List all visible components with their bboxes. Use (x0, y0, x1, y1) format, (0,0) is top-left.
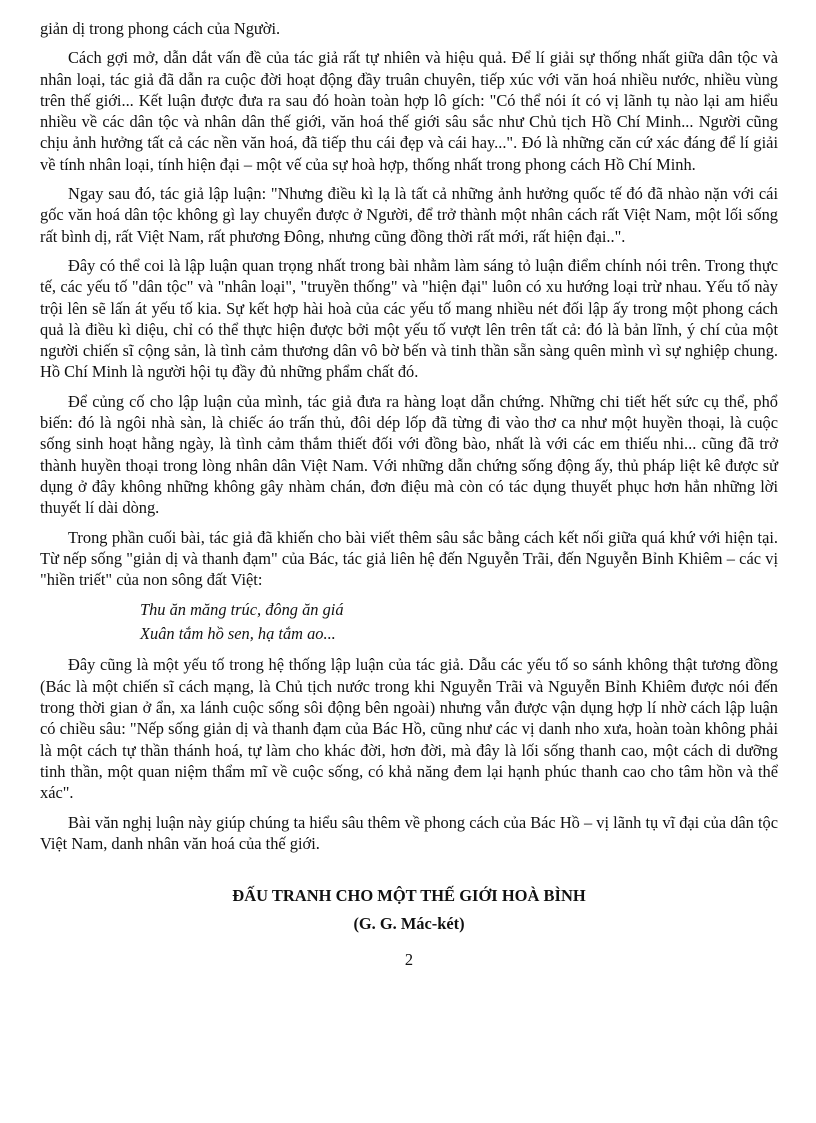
paragraph-7: Bài văn nghị luận này giúp chúng ta hiểu sâu thêm về phong cách của Bác Hồ – vị lãnh tụ vĩ đại của dân tộc Việt Nam, danh nhân văn hoá của thế giới. (40, 812, 778, 853)
section-title: ĐẤU TRANH CHO MỘT THẾ GIỚI HOÀ BÌNH (232, 886, 586, 906)
poem-quote (140, 598, 778, 646)
paragraph-continuation: giản dị trong phong cách của Người. (40, 19, 281, 38)
paragraph-2: Ngay sau đó, tác giả lập luận: "Nhưng điều kì lạ là tất cả những ảnh hưởng quốc tế đó đã nhào nặn với cái gốc văn hoá dân tộc không gì lay chuyển được ở Người, để trở thành một nhân cách rất Việt Nam, một lối sống rất bình dị, rất Việt Nam, rất phương Đông, nhưng cũng đồng thời rất mới, rất hiện đại..". (40, 184, 778, 246)
paragraph-1: Cách gợi mở, dẫn dắt vấn đề của tác giả rất tự nhiên và hiệu quả. Để lí giải sự thống nhất giữa dân tộc và nhân loại, tác giả đã dẫn ra cuộc đời hoạt động đầy truân chuyên, tiếp xúc với văn hoá nhiều nước, nhiều vùng trên thế giới... Kết luận được đưa ra sau đó hoàn toàn hợp lô gích: "Có thể nói ít có vị lãnh tụ nào lại am hiểu nhiều về các dân tộc và nhân dân thế giới, văn hoá thế giới sâu sắc như Chủ tịch Hồ Chí Minh... Người cũng chịu ảnh hưởng tất cả các nền văn hoá, đã tiếp thu cái đẹp và cái hay...". Đó là những căn cứ xác đáng để lí giải về tính nhân loại, tính hiện đại – một vế của sự hoà hợp, thống nhất trong phong cách Hồ Chí Minh. (40, 48, 778, 174)
poem-line-2: Xuân tắm hồ sen, hạ tắm ao... (140, 624, 336, 644)
paragraph-3: Đây có thể coi là lập luận quan trọng nhất trong bài nhằm làm sáng tỏ luận điểm chính nói trên. Trong thực tế, các yếu tố "dân tộc" và "nhân loại", "truyền thống" và "hiện đại" luôn có xu hướng loại trừ nhau. Yếu tố này trội lên sẽ lấn át yếu tố kia. Sự kết hợp hài hoà của các yếu tố mang nhiều nét đối lập ấy trong một phong cách quả là điều kì diệu, chỉ có thể thực hiện được bởi một yếu tố vượt lên trên tất cả: đó là bản lĩnh, ý chí của một người chiến sĩ cộng sản, là tình cảm thương dân vô bờ bến và tinh thần sẵn sàng quên mình vì sự nghiệp chung. Hồ Chí Minh là người hội tụ đầy đủ những phẩm chất đó. (40, 255, 778, 382)
paragraph-5: Trong phần cuối bài, tác giả đã khiến cho bài viết thêm sâu sắc bằng cách kết nối giữa quá khứ với hiện tại. Từ nếp sống "giản dị và thanh đạm" của Bác, tác giả liên hệ đến Nguyễn Trãi, đến Nguyễn Bỉnh Khiêm – các vị "hiền triết" của non sông đất Việt: (40, 527, 778, 590)
paragraph-4: Để củng cố cho lập luận của mình, tác giả đưa ra hàng loạt dẫn chứng. Những chi tiết hết sức cụ thể, phổ biến: đó là ngôi nhà sàn, là chiếc áo trấn thủ, đôi dép lốp đã từng đi vào thơ ca như một huyền thoại, là cuộc sống sinh hoạt hằng ngày, là tình cảm thắm thiết đối với đồng bào, nhất là với các em thiếu nhi... cũng đã trở thành huyền thoại trong lòng nhân dân Việt Nam. Với những dẫn chứng sống động ấy, thủ pháp liệt kê được sử dụng ở đây không những không gây nhàm chán, đơn điệu mà còn có tác dụng thuyết phục hơn hẳn những lời thuyết lí dài dòng. (40, 391, 778, 518)
poem-line-1: Thu ăn măng trúc, đông ăn giá (140, 600, 344, 620)
section-author: (G. G. Mác-két) (353, 914, 465, 934)
paragraph-6: Đây cũng là một yếu tố trong hệ thống lập luận của tác giả. Dẫu các yếu tố so sánh không thật tương đồng (Bác là một chiến sĩ cách mạng, là Chủ tịch nước trong khi Nguyễn Trãi và Nguyễn Bỉnh Khiêm được nói đến trong thời gian ở ẩn, xa lánh cuộc sống sôi động bên ngoài) nhưng vẫn được vận dụng hợp lí nhờ cách lập luận có chiều sâu: "Nếp sống giản dị và thanh đạm của Bác Hồ, cũng như các vị danh nho xưa, hoàn toàn không phải là một cách tự thần thánh hoá, tự làm cho khác đời, hơn đời, mà đây là lối sống thanh cao, một cách di dưỡng tinh thần, một quan niệm thẩm mĩ về cuộc sống, có khả năng đem lại hạnh phúc thanh cao cho tâm hồn và thể xác". (40, 655, 778, 803)
page-number: 2 (404, 950, 414, 970)
